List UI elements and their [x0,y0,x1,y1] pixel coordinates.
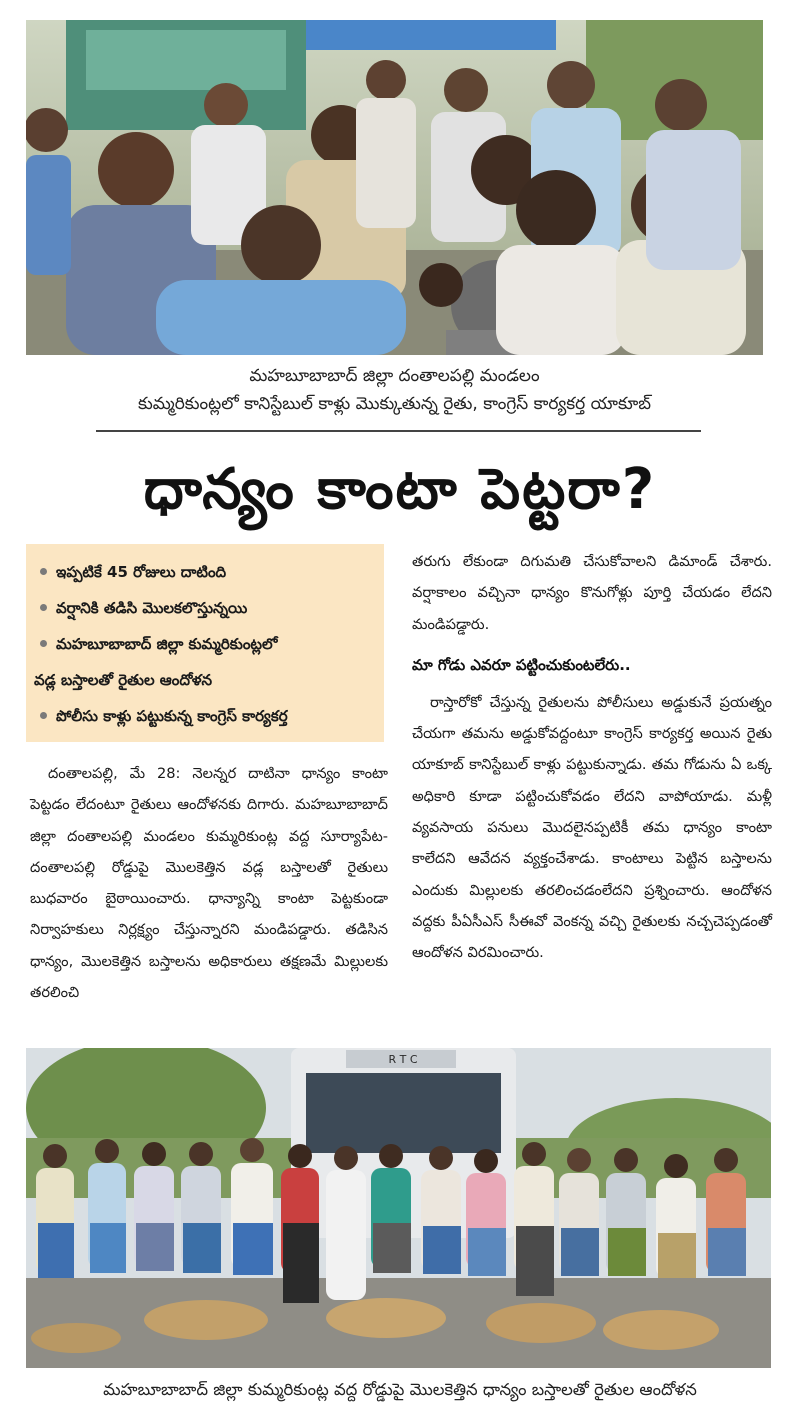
headline: ధాన్యం కాంటా పెట్టరా? [143,457,657,522]
article-column-right [412,546,772,969]
highlight-text: మహబూబాబాద్ జిల్లా కుమ్మరికుంట్లలో [56,635,278,653]
bottom-news-photo [26,1048,771,1368]
top-photo-caption [26,362,763,418]
article-paragraph-2: రాస్తారోకో చేస్తున్న రైతులను పోలీసులు అడ్డుకునే ప్రయత్నం చేయగా తమను అడ్డుకోవద్దంటూ కాంగ్రెస్ కార్యకర్త అయిన రైతు యాకూబ్ కానిస్టేబుల్ కాళ్లు పట్టుకున్నాడు. తమ గోడును ఏ ఒక్క అధికారి కూడా పట్టించుకోవడం లేదని వాపోయాడు. మళ్లీ వ్యవసాయ పనులు మొదలైనప్పటికీ తమ ధాన్యం కాంటా కాలేదని ఆవేదన వ్యక్తంచేశాడు. కాంటాలు పెట్టిన బస్తాలను ఎందుకు మిల్లులకు తరలించడంలేదని ప్రశ్నించారు. ఆందోళన వద్దకు పీఏసీఎస్ సీఈవో వెంకన్న వచ్చి రైతులకు నచ్చచెప్పడంతో ఆందోళన విరమించారు. [412,693,772,962]
highlight-item-continued [34,662,374,698]
highlight-item [34,626,374,662]
bus-sign: R T C [388,1053,418,1066]
bullet-icon [40,568,47,575]
top-news-photo [26,20,763,355]
highlight-text: వర్షానికి తడిసి మొలకలొస్తున్నయి [56,599,248,617]
highlights-box [26,544,384,742]
crowd-photo-illustration [26,20,763,355]
bullet-icon [40,712,47,719]
bottom-photo-caption: మహబూబాబాద్ జిల్లా కుమ్మరికుంట్ల వద్ద రోడ్డుపై మొలకెత్తిన ధాన్యం బస్తాలతో రైతుల ఆందోళన [103,1380,697,1399]
caption-divider [96,430,701,432]
article-subhead: మా గోడు ఎవరూ పట్టించుకుంటలేరు.. [412,655,631,674]
highlight-item [34,554,374,590]
top-caption-line2: కుమ్మరికుంట్లలో కానిస్టేబుల్ కాళ్లు మొక్కుతున్న రైతు, కాంగ్రెస్ కార్యకర్త యాకూబ్ [137,394,652,414]
bullet-icon [40,640,47,647]
highlight-text: వడ్ల బస్తాలతో రైతుల ఆందోళన [34,671,213,689]
highlights-list [34,554,374,734]
highlight-text: ఇప్పటికే 45 రోజులు దాటింది [56,563,227,581]
highlight-item [34,698,374,734]
highlight-item [34,590,374,626]
article-paragraph-1-continued: తరుగు లేకుండా దిగుమతి చేసుకోవాలని డిమాండ్ చేశారు. వర్షాకాలం వచ్చినా ధాన్యం కొనుగోళ్లు పూర్తి చేయడం లేదని మండిపడ్డారు. [412,553,772,633]
protest-photo-illustration [26,1048,771,1368]
bullet-icon [40,604,47,611]
top-caption-line1: మహబూబాబాద్ జిల్లా దంతాలపల్లి మండలం [249,366,540,386]
article-column-left [30,758,388,1008]
highlight-text: పోలీసు కాళ్లు పట్టుకున్న కాంగ్రెస్ కార్యకర్త [56,707,288,725]
article-paragraph-1: దంతాలపల్లి, మే 28: నెలన్నర దాటినా ధాన్యం కాంటా పెట్టడం లేదంటూ రైతులు ఆందోళనకు దిగారు. మహబూబాబాద్ జిల్లా దంతాలపల్లి మండలం కుమ్మరికుంట్ల వద్ద సూర్యాపేట-దంతాలపల్లి రోడ్డుపై మొలకెత్తిన వడ్ల బస్తాలతో రైతులు బుధవారం బైఠాయించారు. ధాన్యాన్ని కాంటా పెట్టకుండా నిర్వాహకులు నిర్లక్ష్యం చేస్తున్నారని మండిపడ్డారు. తడిసిన ధాన్యం, మొలకెత్తిన బస్తాలను అధికారులు తక్షణమే మిల్లులకు తరలించి [30,765,388,1002]
